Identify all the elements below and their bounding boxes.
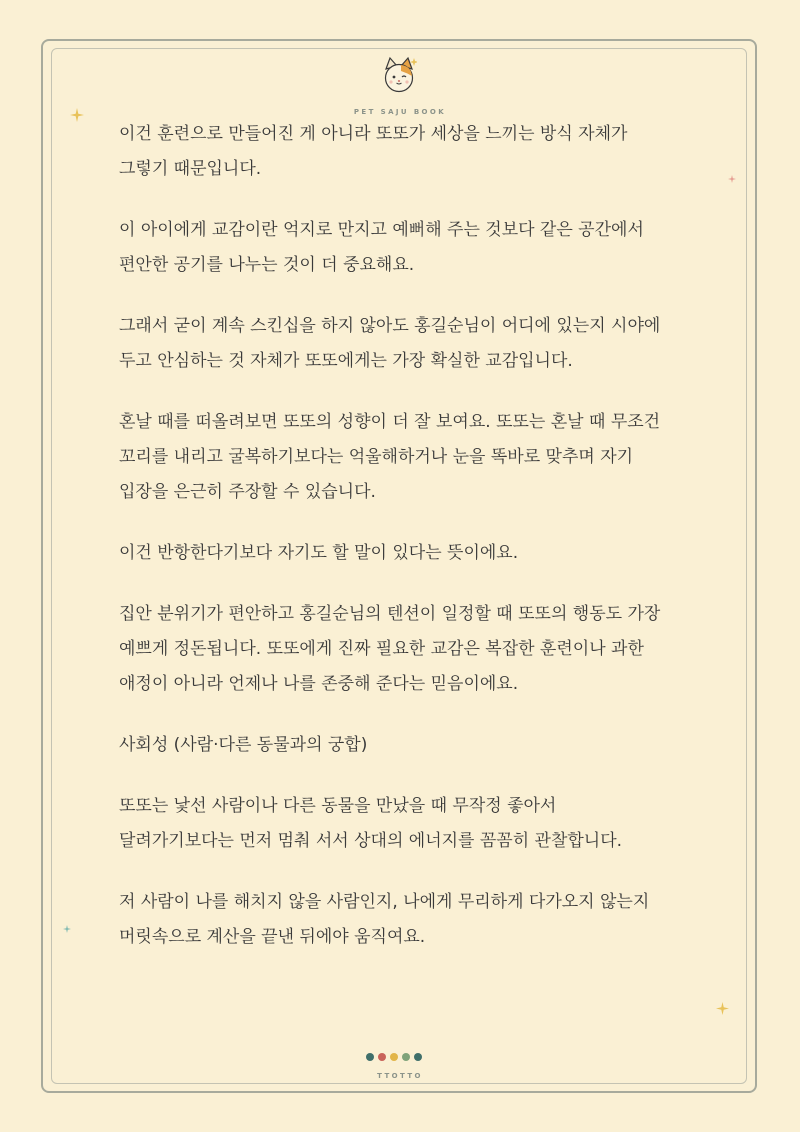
footer-dot bbox=[366, 1053, 374, 1061]
paragraph: 혼날 때를 떠올려보면 또또의 성향이 더 잘 보여요. 또또는 혼날 때 무조건 꼬리를 내리고 굴복하기보다는 억울해하거나 눈을 똑바로 맞추며 자기 입장을 은근히 주장할 수 있습니다. bbox=[119, 412, 661, 502]
sparkle-icon bbox=[70, 108, 84, 122]
footer-dot bbox=[402, 1053, 410, 1061]
paragraph: 또또는 낯선 사람이나 다른 동물을 만났을 때 무작정 좋아서 달려가기보다는 먼저 멈춰 서서 상대의 에너지를 꼼꼼히 관찰합니다. bbox=[119, 796, 623, 851]
sparkle-icon bbox=[716, 1002, 729, 1015]
brand-label: PET SAJU BOOK bbox=[353, 108, 447, 116]
section-heading: 사회성 (사람·다른 동물과의 궁합) bbox=[119, 735, 368, 755]
footer-label: TTOTTO bbox=[377, 1072, 423, 1080]
footer-dot bbox=[378, 1053, 386, 1061]
sparkle-icon bbox=[63, 925, 71, 933]
paragraph: 이 아이에게 교감이란 억지로 만지고 예뻐해 주는 것보다 같은 공간에서 편안한 공기를 나누는 것이 더 중요해요. bbox=[119, 220, 644, 275]
cat-face-icon bbox=[381, 56, 417, 94]
paragraph: 저 사람이 나를 해치지 않을 사람인지, 나에게 무리하게 다가오지 않는지 머릿속으로 계산을 끝낸 뒤에야 움직여요. bbox=[119, 892, 650, 947]
footer-dot bbox=[414, 1053, 422, 1061]
body-text bbox=[119, 117, 699, 981]
sparkle-icon bbox=[728, 175, 736, 183]
paragraph: 집안 분위기가 편안하고 홍길순님의 텐션이 일정할 때 또또의 행동도 가장 예쁘게 정돈됩니다. 또또에게 진짜 필요한 교감은 복잡한 훈련이나 과한 애정이 아니라 언제나 나를 존중해 준다는 믿음이에요. bbox=[119, 604, 661, 694]
paragraph: 이건 훈련으로 만들어진 게 아니라 또또가 세상을 느끼는 방식 자체가 그렇기 때문입니다. bbox=[119, 124, 628, 179]
paragraph: 그래서 굳이 계속 스킨십을 하지 않아도 홍길순님이 어디에 있는지 시야에 두고 안심하는 것 자체가 또또에게는 가장 확실한 교감입니다. bbox=[119, 316, 661, 371]
footer-dots bbox=[366, 1053, 422, 1061]
footer-dot bbox=[390, 1053, 398, 1061]
paragraph: 이건 반항한다기보다 자기도 할 말이 있다는 뜻이에요. bbox=[119, 543, 519, 563]
